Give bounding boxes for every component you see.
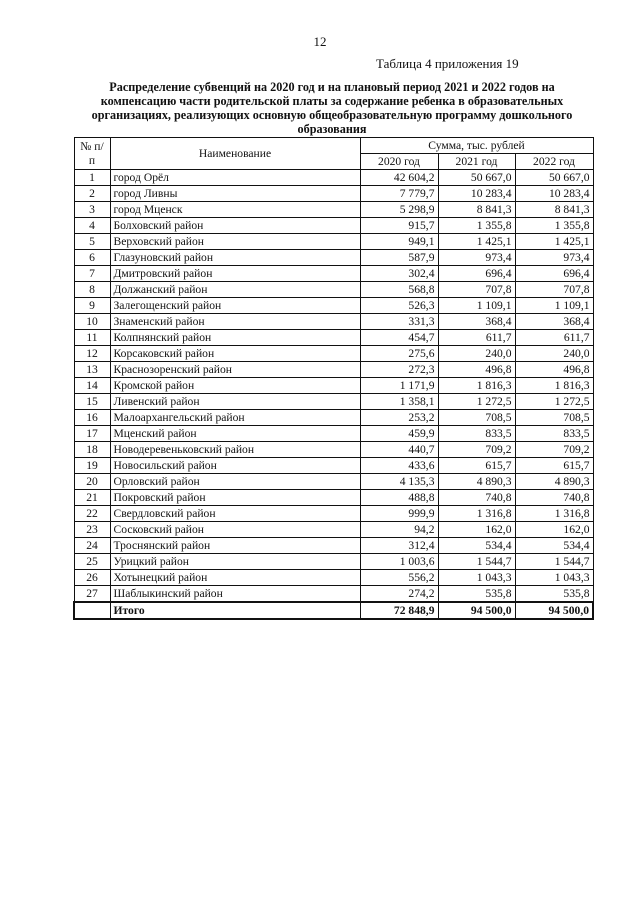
row-name: Глазуновский район [110, 250, 360, 266]
row-name: Корсаковский район [110, 346, 360, 362]
table-row [74, 554, 593, 570]
row-value-2022: 534,4 [515, 538, 593, 554]
row-value-2022: 368,4 [515, 314, 593, 330]
total-num-cell [74, 602, 110, 619]
table-row [74, 266, 593, 282]
row-name: Верховский район [110, 234, 360, 250]
row-value-2020: 5 298,9 [360, 202, 438, 218]
row-number: 20 [74, 474, 110, 490]
table-row [74, 570, 593, 586]
row-number: 23 [74, 522, 110, 538]
row-value-2021: 535,8 [438, 586, 515, 603]
row-value-2022: 162,0 [515, 522, 593, 538]
row-value-2022: 611,7 [515, 330, 593, 346]
row-name: Сосковский район [110, 522, 360, 538]
subsidy-table [73, 137, 594, 620]
title-line: организациях, реализующих основную общеобразовательную программу дошкольного [91, 108, 573, 122]
table-body [74, 170, 593, 603]
table-row [74, 458, 593, 474]
total-2020: 72 848,9 [360, 602, 438, 619]
table-row [74, 538, 593, 554]
row-value-2022: 4 890,3 [515, 474, 593, 490]
row-name: Мценский район [110, 426, 360, 442]
table-row [74, 362, 593, 378]
row-name: город Ливны [110, 186, 360, 202]
row-value-2022: 10 283,4 [515, 186, 593, 202]
row-value-2022: 1 043,3 [515, 570, 593, 586]
row-value-2020: 42 604,2 [360, 170, 438, 186]
row-value-2021: 833,5 [438, 426, 515, 442]
row-name: Ливенский район [110, 394, 360, 410]
header-year-2021: 2021 год [438, 154, 515, 170]
row-value-2020: 272,3 [360, 362, 438, 378]
row-number: 15 [74, 394, 110, 410]
total-2022: 94 500,0 [515, 602, 593, 619]
row-number: 8 [74, 282, 110, 298]
row-value-2021: 707,8 [438, 282, 515, 298]
document-title [82, 80, 582, 136]
row-value-2022: 615,7 [515, 458, 593, 474]
row-value-2022: 973,4 [515, 250, 593, 266]
row-value-2022: 535,8 [515, 586, 593, 603]
table-row [74, 330, 593, 346]
row-value-2021: 973,4 [438, 250, 515, 266]
table-row [74, 506, 593, 522]
row-name: Новосильский район [110, 458, 360, 474]
row-value-2021: 50 667,0 [438, 170, 515, 186]
row-value-2022: 740,8 [515, 490, 593, 506]
row-name: Новодеревеньковский район [110, 442, 360, 458]
row-value-2021: 496,8 [438, 362, 515, 378]
row-value-2021: 709,2 [438, 442, 515, 458]
row-number: 9 [74, 298, 110, 314]
row-name: город Орёл [110, 170, 360, 186]
row-number: 27 [74, 586, 110, 603]
table-row [74, 186, 593, 202]
row-number: 3 [74, 202, 110, 218]
header-year-2020: 2020 год [360, 154, 438, 170]
total-label: Итого [110, 602, 360, 619]
title-line: образования [297, 122, 367, 136]
row-value-2020: 999,9 [360, 506, 438, 522]
total-2021: 94 500,0 [438, 602, 515, 619]
row-value-2020: 568,8 [360, 282, 438, 298]
row-value-2020: 1 358,1 [360, 394, 438, 410]
header-num: № п/п [74, 138, 110, 170]
row-number: 17 [74, 426, 110, 442]
table-row [74, 234, 593, 250]
row-value-2021: 740,8 [438, 490, 515, 506]
row-value-2022: 496,8 [515, 362, 593, 378]
row-number: 24 [74, 538, 110, 554]
row-number: 14 [74, 378, 110, 394]
row-value-2020: 949,1 [360, 234, 438, 250]
title-line: Распределение субвенций на 2020 год и на плановый период 2021 и 2022 годов на [109, 80, 555, 94]
row-number: 25 [74, 554, 110, 570]
row-number: 19 [74, 458, 110, 474]
row-value-2021: 708,5 [438, 410, 515, 426]
row-value-2021: 696,4 [438, 266, 515, 282]
row-value-2021: 611,7 [438, 330, 515, 346]
row-name: Кромской район [110, 378, 360, 394]
row-value-2022: 1 272,5 [515, 394, 593, 410]
table-row [74, 202, 593, 218]
row-value-2022: 240,0 [515, 346, 593, 362]
row-number: 2 [74, 186, 110, 202]
table-row [74, 586, 593, 603]
row-number: 16 [74, 410, 110, 426]
row-value-2020: 274,2 [360, 586, 438, 603]
row-value-2021: 1 816,3 [438, 378, 515, 394]
total-row [74, 602, 593, 619]
table-row [74, 474, 593, 490]
row-value-2021: 10 283,4 [438, 186, 515, 202]
row-value-2022: 833,5 [515, 426, 593, 442]
row-value-2022: 707,8 [515, 282, 593, 298]
row-number: 7 [74, 266, 110, 282]
row-name: Малоархангельский район [110, 410, 360, 426]
row-value-2020: 488,8 [360, 490, 438, 506]
row-name: Орловский район [110, 474, 360, 490]
row-value-2022: 1 816,3 [515, 378, 593, 394]
row-name: Болховский район [110, 218, 360, 234]
row-name: Урицкий район [110, 554, 360, 570]
table-row [74, 346, 593, 362]
table-row [74, 218, 593, 234]
page-number: 12 [313, 34, 327, 49]
row-value-2021: 1 316,8 [438, 506, 515, 522]
row-value-2020: 459,9 [360, 426, 438, 442]
row-number: 13 [74, 362, 110, 378]
table-footer [74, 602, 593, 619]
row-value-2020: 556,2 [360, 570, 438, 586]
row-value-2021: 1 355,8 [438, 218, 515, 234]
header-name: Наименование [110, 138, 360, 170]
row-value-2021: 8 841,3 [438, 202, 515, 218]
row-value-2022: 1 109,1 [515, 298, 593, 314]
row-value-2022: 1 316,8 [515, 506, 593, 522]
row-number: 11 [74, 330, 110, 346]
row-value-2020: 915,7 [360, 218, 438, 234]
row-name: город Мценск [110, 202, 360, 218]
table-row [74, 490, 593, 506]
row-number: 22 [74, 506, 110, 522]
row-name: Свердловский район [110, 506, 360, 522]
table-row [74, 410, 593, 426]
row-number: 18 [74, 442, 110, 458]
row-value-2022: 1 544,7 [515, 554, 593, 570]
table-row [74, 426, 593, 442]
row-value-2022: 708,5 [515, 410, 593, 426]
row-value-2021: 1 109,1 [438, 298, 515, 314]
row-value-2020: 94,2 [360, 522, 438, 538]
table-header [74, 138, 593, 170]
row-value-2020: 1 171,9 [360, 378, 438, 394]
row-value-2021: 534,4 [438, 538, 515, 554]
row-value-2021: 368,4 [438, 314, 515, 330]
row-name: Троснянский район [110, 538, 360, 554]
row-name: Залегощенский район [110, 298, 360, 314]
row-number: 10 [74, 314, 110, 330]
table-row [74, 250, 593, 266]
row-value-2022: 709,2 [515, 442, 593, 458]
row-number: 21 [74, 490, 110, 506]
row-number: 4 [74, 218, 110, 234]
row-value-2022: 1 355,8 [515, 218, 593, 234]
row-name: Должанский район [110, 282, 360, 298]
row-number: 1 [74, 170, 110, 186]
row-value-2021: 162,0 [438, 522, 515, 538]
row-value-2020: 526,3 [360, 298, 438, 314]
row-value-2020: 454,7 [360, 330, 438, 346]
header-year-2022: 2022 год [515, 154, 593, 170]
row-name: Шаблыкинский район [110, 586, 360, 603]
row-value-2020: 253,2 [360, 410, 438, 426]
row-value-2020: 433,6 [360, 458, 438, 474]
row-value-2020: 440,7 [360, 442, 438, 458]
row-value-2021: 615,7 [438, 458, 515, 474]
row-name: Покровский район [110, 490, 360, 506]
table-row [74, 170, 593, 186]
table-row [74, 522, 593, 538]
title-line: компенсацию части родительской платы за содержание ребенка в образовательных [100, 94, 564, 108]
row-name: Знаменский район [110, 314, 360, 330]
row-number: 26 [74, 570, 110, 586]
table-row [74, 394, 593, 410]
row-value-2022: 696,4 [515, 266, 593, 282]
row-value-2020: 275,6 [360, 346, 438, 362]
row-value-2021: 1 272,5 [438, 394, 515, 410]
header-sum: Сумма, тыс. рублей [360, 138, 593, 154]
table-row [74, 442, 593, 458]
row-value-2020: 1 003,6 [360, 554, 438, 570]
row-value-2020: 587,9 [360, 250, 438, 266]
table-row [74, 378, 593, 394]
row-number: 6 [74, 250, 110, 266]
row-value-2022: 1 425,1 [515, 234, 593, 250]
row-name: Колпнянский район [110, 330, 360, 346]
row-name: Хотынецкий район [110, 570, 360, 586]
row-value-2021: 240,0 [438, 346, 515, 362]
row-value-2020: 331,3 [360, 314, 438, 330]
row-value-2020: 4 135,3 [360, 474, 438, 490]
table-row [74, 282, 593, 298]
row-name: Дмитровский район [110, 266, 360, 282]
table-row [74, 298, 593, 314]
row-value-2020: 7 779,7 [360, 186, 438, 202]
row-value-2021: 1 544,7 [438, 554, 515, 570]
row-value-2020: 302,4 [360, 266, 438, 282]
row-value-2021: 4 890,3 [438, 474, 515, 490]
row-value-2021: 1 043,3 [438, 570, 515, 586]
row-name: Краснозоренский район [110, 362, 360, 378]
table-reference: Таблица 4 приложения 19 [376, 56, 519, 71]
row-number: 12 [74, 346, 110, 362]
row-value-2022: 8 841,3 [515, 202, 593, 218]
row-value-2021: 1 425,1 [438, 234, 515, 250]
row-value-2022: 50 667,0 [515, 170, 593, 186]
row-number: 5 [74, 234, 110, 250]
table-row [74, 314, 593, 330]
row-value-2020: 312,4 [360, 538, 438, 554]
